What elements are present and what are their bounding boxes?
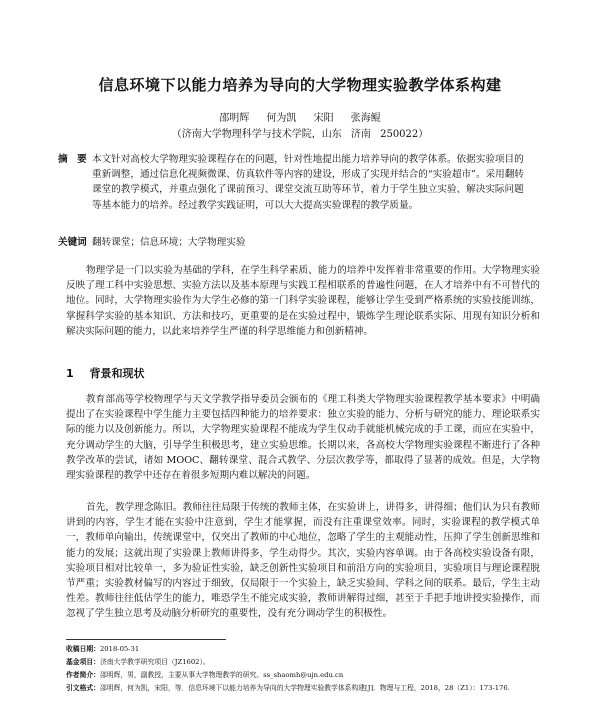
abstract-block bbox=[58, 152, 532, 213]
intro-paragraph: 物理学是一门以实验为基础的学科，在学生科学素质、能力的培养中发挥着非常重要的作用。大学物理实验反映了理工科中实验思想、实验方法以及基本原理与实践工程相联系的普遍性问题，在人才培养中有不可替代的地位。同时，大学物理实验作为大学生必修的第一门科学实验课程，能够让学生受到严格系统的实验技能训练，掌握科学实验的基本知识、方法和技巧，更重要的是在实验过程中，锻炼学生理论联系实际、用现有知识分析和解决实际问题的能力，以此来培养学生严谨的科学思维能力和创新精神。 bbox=[66, 265, 540, 337]
author-list: 邵明辉 何为凯 宋阳 张海鲲 bbox=[219, 113, 381, 124]
paper-title: 信息环境下以能力培养为导向的大学物理实验教学体系构建 bbox=[98, 76, 502, 94]
footnote-item: 作者简介：邵明辉，男，副教授，主要从事大学物理教学的研究。ss_shaomh@ujn.edu.cn bbox=[66, 671, 344, 679]
footnote-divider bbox=[66, 639, 226, 640]
abstract-text: 本文针对高校大学物理实验课程存在的问题，针对性地提出能力培养导向的教学体系。依据实验项目的重新调整，通过信息化视频微课、仿真软件等内容的建设，形成了实现并结合的“实验超市”。采用翻转课堂的教学模式，并重点强化了课前预习、课堂交流互助等环节，着力于学生独立实验、解决实际问题等基本能力的培养。经过教学实践证明，可以大大提高实验课程的教学质量。 bbox=[92, 154, 524, 211]
footnotes bbox=[66, 643, 540, 695]
abstract-label: 摘 要 bbox=[58, 154, 87, 165]
section-number: 1 bbox=[66, 367, 74, 380]
footnote-item: 引文格式：邵明辉，何为凯，宋阳，等．信息环境下以能力培养为导向的大学物理实验教学体系构建[J]．物理与工程，2018，28（Z1）：173-176. bbox=[66, 684, 510, 692]
body-paragraph-2: 首先，教学理念陈旧。教师往往局限于传统的教师主体，在实验讲上，讲得多，讲得细；他们认为只有教师讲到的内容，学生才能在实验中注意到，学生才能掌握，而没有注重课堂效率。同时，实验课程的教学模式单一，教师单向输出，传统课堂中，仅突出了教师的中心地位，忽略了学生的主观能动性，压抑了学生创新思维和能力的发展；这就出现了实验课上教师讲得多，学生动得少。其次，实验内容单调。由于各高校实验设备有限，实验项目相对比较单一，多为验证性实验，缺乏创新性实验项目和前沿方向的实验项目，实验项目与理论课程脱节严重；实验教材偏写的内容过于细致，仅局限于一个实验上，缺乏实验间、学科之间的联系。最后，学生主动性差。教师往往低估学生的能力，唯恐学生不能完成实验，教师讲解得过细，甚至于手把手地讲授实验操作，而忽视了学生独立思考及动脑分析研究的重要性，没有充分调动学生的积极性。 bbox=[66, 502, 540, 620]
footnote-item: 收稿日期：2018-05-31 bbox=[66, 645, 140, 653]
keywords-block bbox=[58, 236, 532, 250]
section-heading bbox=[66, 365, 145, 381]
keywords-text: 翻转课堂；信息环境；大学物理实验 bbox=[92, 237, 246, 248]
section-title: 背景和现状 bbox=[89, 367, 145, 380]
keywords-label: 关键词 bbox=[58, 237, 87, 248]
footnote-item: 基金项目：济南大学教学研究项目（JZ1602）。 bbox=[66, 658, 210, 666]
affiliation: （济南大学物理科学与技术学院，山东 济南 250022） bbox=[171, 129, 429, 140]
body-paragraph-1: 教育部高等学校物理学与天文学教学指导委员会颁布的《理工科类大学物理实验课程教学基本要求》中明确提出了在实验课程中学生能力主要包括四种能力的培养要求：独立实验的能力、分析与研究的能力、理论联系实际的能力以及创新能力。所以，大学物理实验课程不能成为学生仅动手就能机械完成的手工课，而应在实验中，充分调动学生的大脑，引导学生积极思考，建立实验思维。长期以来，各高校大学物理实验课程不断进行了各种教学改革的尝试，诸如 MOOC、翻转课堂、混合式教学、分层次教学等，都取得了显著的成效。但是，大学物理实验课程的教学中还存在着很多短期内难以解决的问题。 bbox=[66, 394, 540, 482]
